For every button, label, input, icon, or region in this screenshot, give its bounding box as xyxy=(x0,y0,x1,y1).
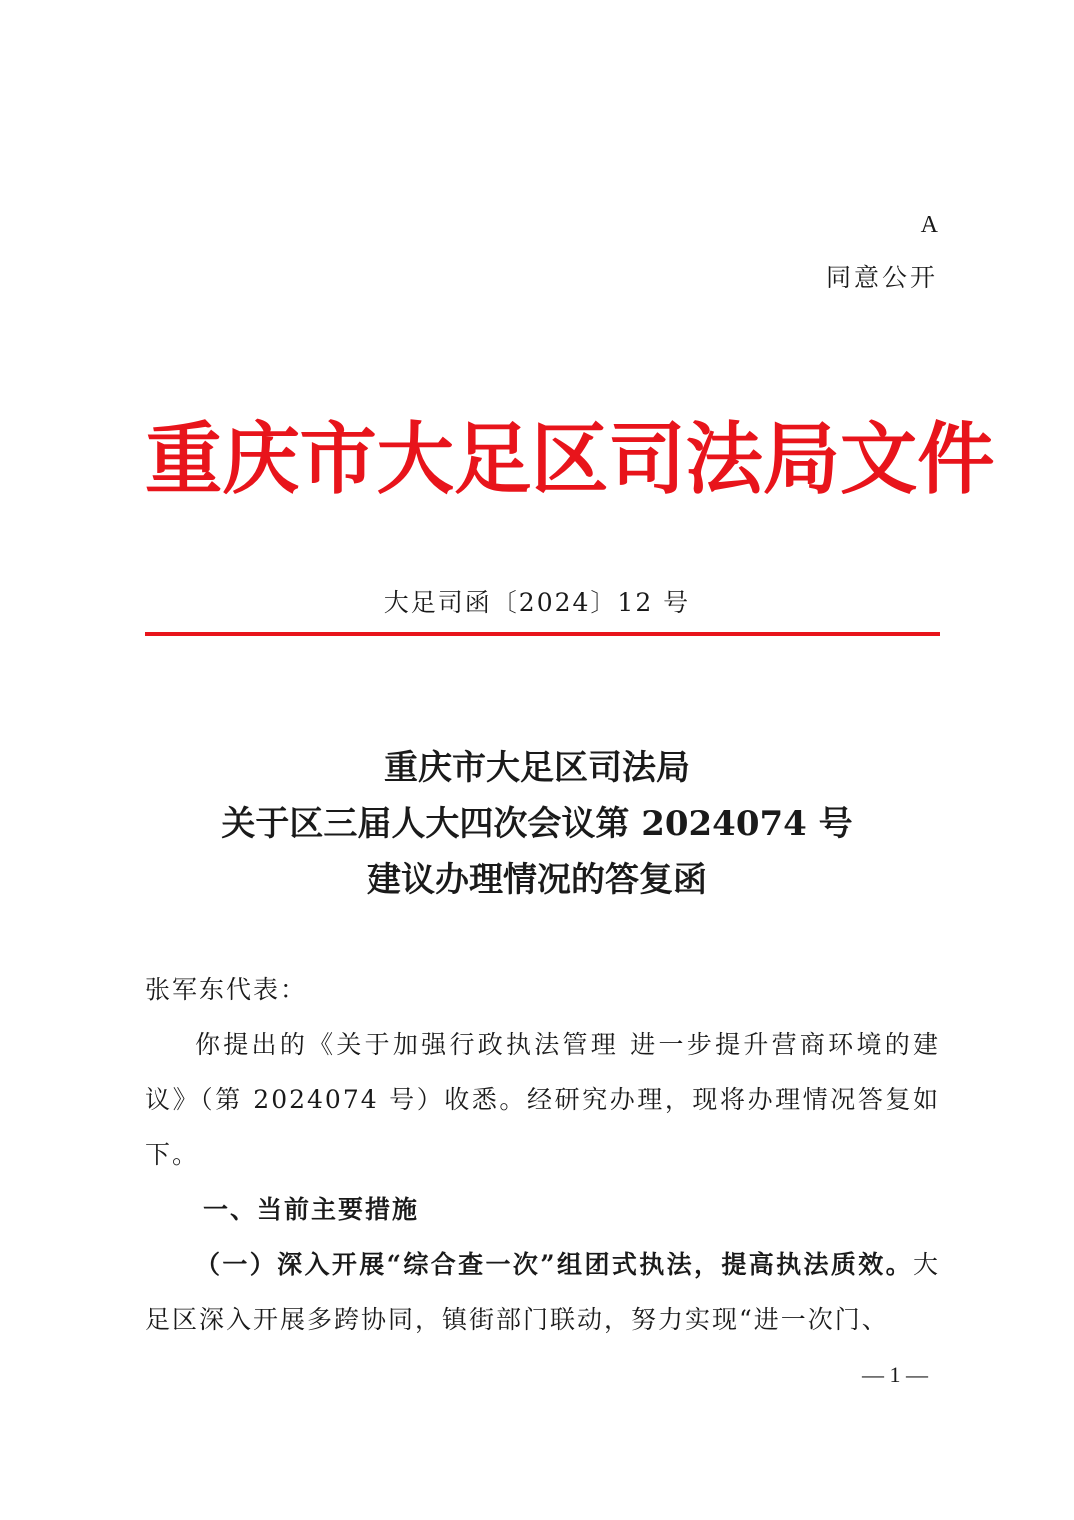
disclosure-status: 同意公开 xyxy=(825,263,938,292)
document-number: 大足司函〔2024〕12 号 xyxy=(383,588,691,617)
red-separator-line xyxy=(145,632,940,636)
page-number: — 1 — xyxy=(862,1362,928,1387)
document-title xyxy=(0,740,1074,908)
title-line-2: 关于区三届人大四次会议第 2024074 号 xyxy=(221,804,853,844)
paragraph-2-lead: （一）深入开展“综合查一次”组团式执法，提高执法质效。 xyxy=(195,1250,913,1279)
title-line-3: 建议办理情况的答复函 xyxy=(367,860,707,900)
body-paragraph-1: 你提出的《关于加强行政执法管理 进一步提升营商环境的建议》（第 2024074 号）收悉。经研究办理，现将办理情况答复如下。 xyxy=(145,1030,940,1169)
paragraph-2-text: 大足区深入开展多跨协同，镇街部门联动，努力实现“进一次门、 xyxy=(145,1250,940,1334)
document-masthead: 重庆市大足区司法局文件 xyxy=(145,415,995,505)
title-line-1: 重庆市大足区司法局 xyxy=(384,748,690,788)
security-grade: A xyxy=(920,212,938,238)
section-heading-1: 一、当前主要措施 xyxy=(203,1195,420,1224)
salutation: 张军东代表： xyxy=(145,975,308,1004)
body-paragraph-2 xyxy=(145,1237,940,1347)
